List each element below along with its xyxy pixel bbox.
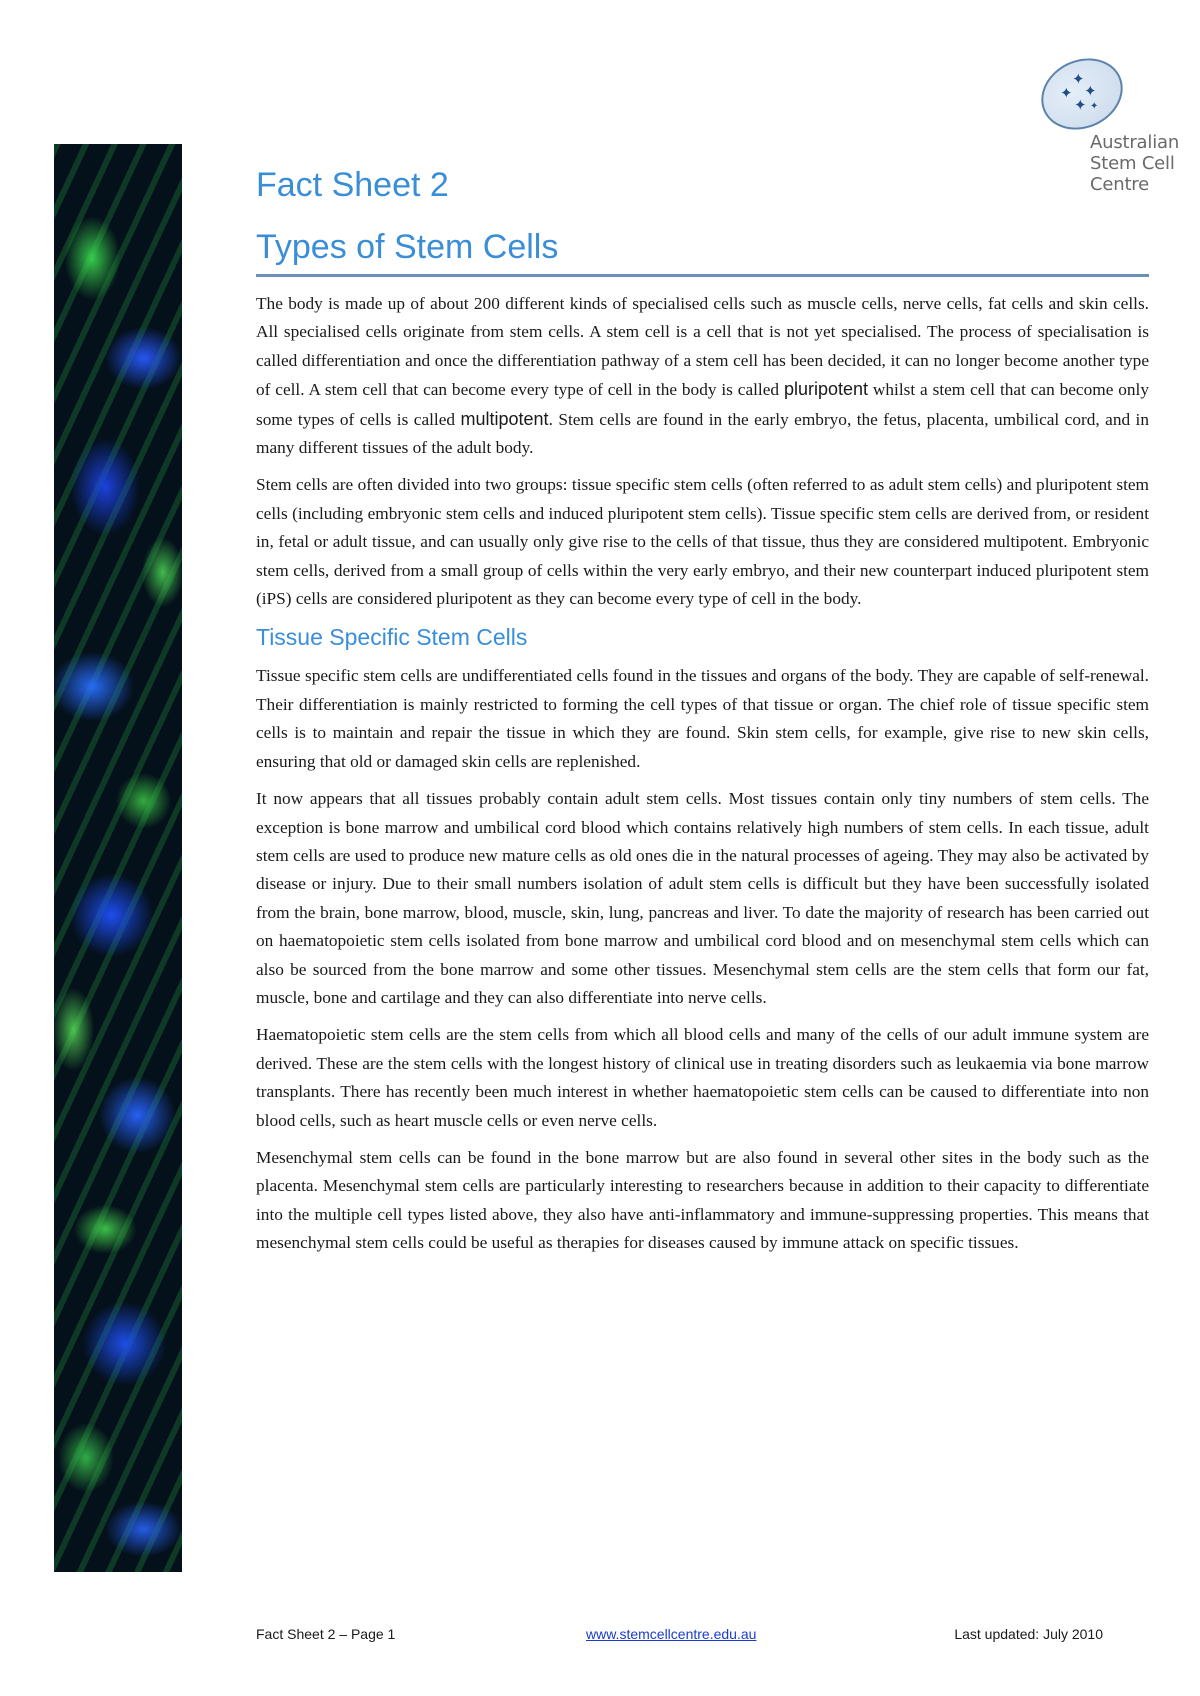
term-multipotent: multipotent (460, 408, 549, 429)
title-divider (256, 274, 1149, 277)
logo-line-1: Australian (1090, 132, 1180, 153)
section-paragraph-4: Mesenchymal stem cells can be found in the bone marrow but are also found in several other sites in the body such as the placenta. Mesenchymal stem cells are particularly interesting to researchers because in addition to their capacity to differentiate into the multiple cell types listed above, they also have anti-inflammatory and immune-suppressing properties. This means that mesenchymal stem cells could be useful as therapies for diseases caused by immune attack on specific tissues. (256, 1147, 1149, 1253)
southern-cross-stars-icon: ✦ ✦ ✦ ✦ ✦ (1060, 70, 1099, 114)
section-heading: Tissue Specific Stem Cells (256, 624, 528, 651)
intro-paragraph-1: The body is made up of about 200 different kinds of specialised cells such as muscle cells, nerve cells, fat cells and skin cells. All specialised cells originate from stem cells. A stem cell is a cell that is not yet specialised. The process of specialisation is called differentiation and once the differentiation pathway of a stem cell has been decided, it can no longer become another type of cell. A stem cell that can become every type of cell in the body is called pluripotent whilst a stem cell that can become only some types of cells is called multipotent. Stem cells are found in the early embryo, the fetus, placenta, umbilical cord, and in many different tissues of the adult body. (256, 294, 1150, 458)
section-paragraph-2: It now appears that all tissues probably contain adult stem cells. Most tissues contain only tiny numbers of stem cells. The exception is bone marrow and umbilical cord blood which contains relatively high numbers of stem cells. In each tissue, adult stem cells are used to produce new mature cells as old ones die in the natural processes of ageing. They may also be activated by disease or injury. Due to their small numbers isolation of adult stem cells is difficult but they have been successfully isolated from the brain, bone marrow, blood, muscle, skin, lung, pancreas and liver. To date the majority of research has been carried out on haematopoietic stem cells isolated from bone marrow and umbilical cord blood and on mesenchymal stem cells which can also be sourced from the bone marrow and some other tissues. Mesenchymal stem cells are the stem cells that form our fat, muscle, bone and cartilage and they can also differentiate into nerve cells. (256, 789, 1149, 1007)
microscopy-image-strip (54, 144, 182, 1572)
document-body (256, 290, 1149, 1267)
intro-paragraph-2: Stem cells are often divided into two groups: tissue specific stem cells (often referred to as adult stem cells) and pluripotent stem cells (including embryonic stem cells and induced pluripotent stem cells). Tissue specific stem cells are derived from, or resident in, fetal or adult tissue, and can usually only give rise to the cells of that tissue, thus they are considered multipotent. Embryonic stem cells, derived from a small group of cells within the very early embryo, and their new counterpart induced pluripotent stem (iPS) cells are considered pluripotent as they can become every type of cell in the body. (256, 475, 1149, 609)
footer-page-number: Fact Sheet 2 – Page 1 (256, 1626, 396, 1642)
logo-line-2: Stem Cell (1090, 153, 1175, 174)
section-paragraph-3: Haematopoietic stem cells are the stem cells from which all blood cells and many of the cells of our adult immune system are derived. These are the stem cells with the longest history of clinical use in treating disorders such as leukaemia via bone marrow transplants. There has recently been much interest in whether haematopoietic stem cells can be caused to differentiate into non blood cells, such as heart muscle cells or even nerve cells. (256, 1025, 1149, 1130)
term-pluripotent: pluripotent (783, 379, 868, 400)
footer-last-updated: Last updated: July 2010 (954, 1626, 1103, 1642)
page-footer (256, 1626, 1149, 1646)
page-subtitle: Types of Stem Cells (256, 228, 559, 266)
section-paragraph-1: Tissue specific stem cells are undifferentiated cells found in the tissues and organs of the body. They are capable of self-renewal. Their differentiation is mainly restricted to forming the cell types of that tissue or organ. The chief role of tissue specific stem cells is to maintain and repair the tissue in which they are found. Skin stem cells, for example, give rise to new skin cells, ensuring that old or damaged skin cells are replenished. (256, 666, 1149, 771)
page-title: Fact Sheet 2 (256, 166, 449, 204)
footer-website-link[interactable]: www.stemcellcentre.edu.au (586, 1626, 757, 1642)
logo-line-3: Centre (1090, 174, 1149, 195)
